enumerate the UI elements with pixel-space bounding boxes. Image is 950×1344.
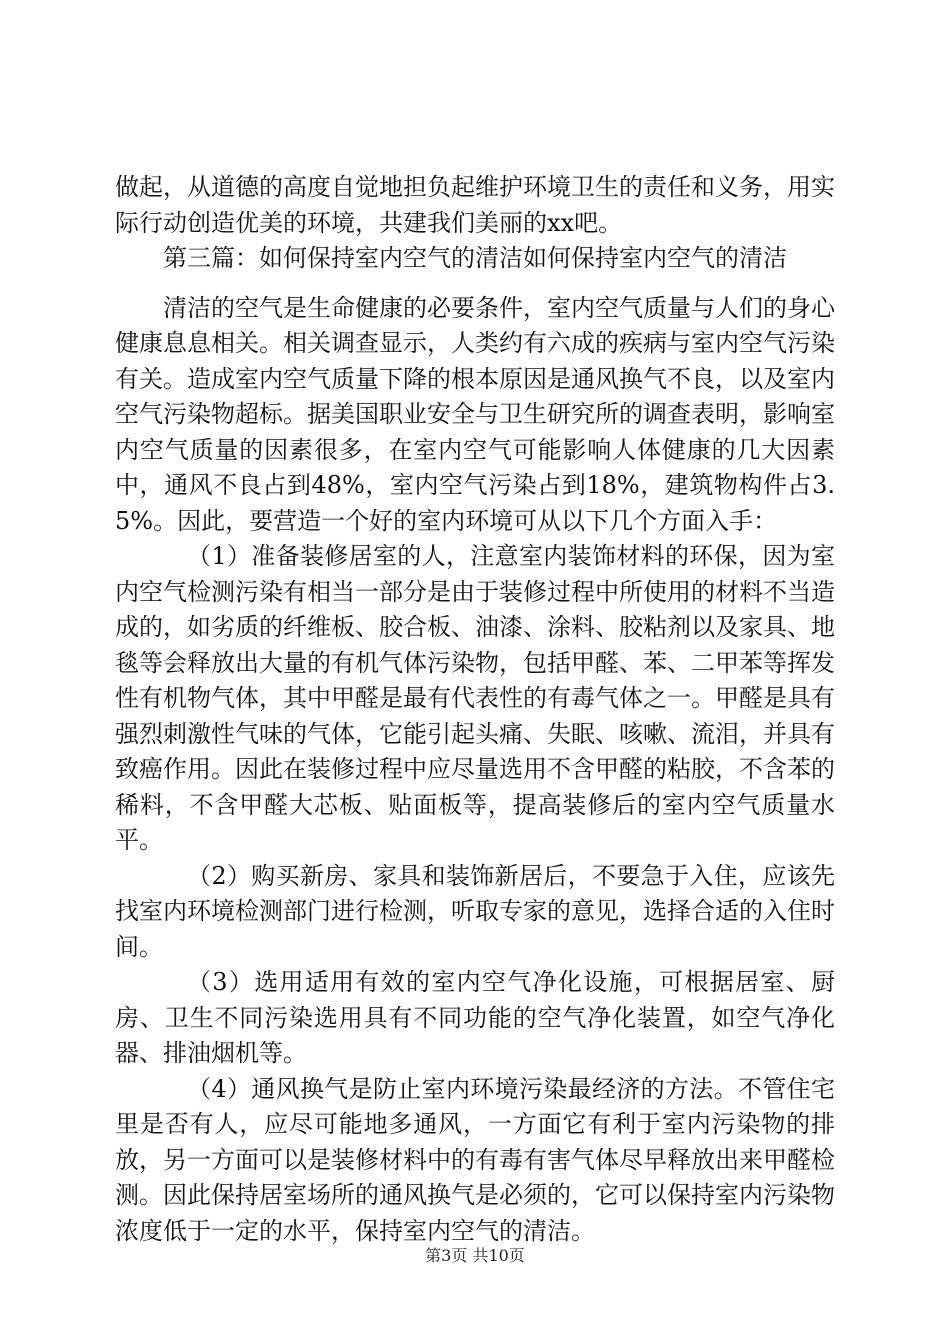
list-item-4: （4）通风换气是防止室内环境污染最经济的方法。不管住宅里是否有人，应尽可能地多通风，一方面它有利于室内污染物的排放，另一方面可以是装修材料中的有毒有害气体尽早释放出来甲醛检测。因此保持居室场所的通风换气是必须的，它可以保持室内污染物浓度低于一定的水平，保持室内空气的清洁。 xyxy=(115,1074,835,1245)
paragraph-continuation: 做起，从道德的高度自觉地担负起维护环境卫生的责任和义务，用实际行动创造优美的环境，共建我们美丽的xx吧。 xyxy=(115,173,835,237)
list-item-1: （1）准备装修居室的人，注意室内装饰材料的环保，因为室内空气检测污染有相当一部分是由于装修过程中所使用的材料不当造成的，如劣质的纤维板、胶合板、油漆、涂料、胶粘剂以及家具、地毯等会释放出大量的有机气体污染物，包括甲醛、苯、二甲苯等挥发性有机物气体，其中甲醛是最有代表性的有毒气体之一。甲醛是具有强烈刺激性气味的气体，它能引起头痛、失眠、咳嗽、流泪，并具有致癌作用。因此在装修过程中应尽量选用不含甲醛的粘胶，不含苯的稀料，不含甲醛大芯板、贴面板等，提高装修后的室内空气质量水平。 xyxy=(115,542,835,854)
section-title: 第三篇：如何保持室内空气的清洁如何保持室内空气的清洁 xyxy=(163,244,787,272)
list-item-2: （2）购买新房、家具和装饰新居后，不要急于入住，应该先找室内环境检测部门进行检测，听取专家的意见，选择合适的入住时间。 xyxy=(115,861,835,961)
page-number-footer: 第3页 共10页 xyxy=(425,1246,525,1265)
document-body xyxy=(115,170,835,1249)
paragraph-intro: 清洁的空气是生命健康的必要条件，室内空气质量与人们的身心健康息息相关。相关调查显示，人类约有六成的疾病与室内空气污染有关。造成室内空气质量下降的根本原因是通风换气不良，以及室内空气污染物超标。据美国职业安全与卫生研究所的调查表明，影响室内空气质量的因素很多，在室内空气可能影响人体健康的几大因素中，通风不良占到48%，室内空气污染占到18%，建筑物构件占3.5%。因此，要营造一个好的室内环境可从以下几个方面入手： xyxy=(115,293,835,535)
list-item-3: （3）选用适用有效的室内空气净化设施，可根据居室、厨房、卫生不同污染选用具有不同功能的空气净化装置，如空气净化器、排油烟机等。 xyxy=(115,968,835,1067)
